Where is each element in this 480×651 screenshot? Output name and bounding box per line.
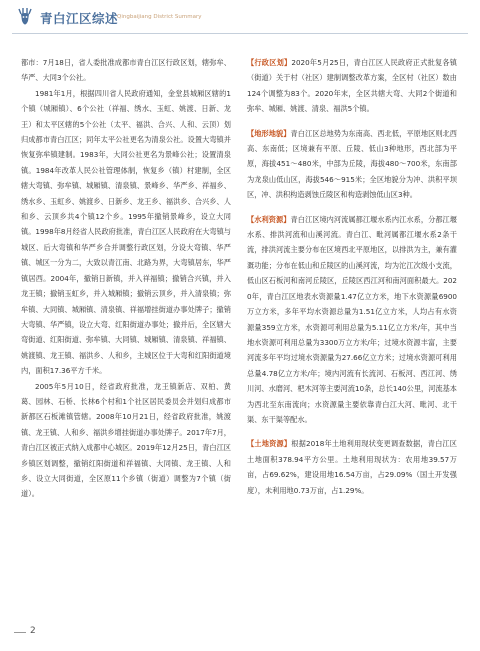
left-column <box>21 55 231 502</box>
body-paragraph: 都市：7月18日，省人委批准成都市青白江区行政区划，辖弥牟、华严、大同3个公社。 <box>21 58 231 83</box>
page-title: 青白江区综述 <box>40 11 119 26</box>
body-paragraph: 2005年5月10日，经省政府批准，龙王镇新店、双柏、黄葛、园林、石桥、长林6个村和1个社区居民委员会并划归成都市新都区石板滩镇管辖。2008年10月21日，经省政府批准，姚渡镇、龙王镇、人和乡、福洪乡增挂街道办事处牌子。2017年7月，青白江区被正式纳入成都中心城区。2019年12月25日，青白江区乡镇区划调整，撤销红阳街道和祥福镇、大同镇、龙王镇、人和乡、设立大同街道，全区原11个乡镇（街道）调整为7个镇（街道）。 <box>21 381 231 499</box>
section-tag: 【行政区划】 <box>247 58 292 67</box>
section-tag: 【地形地貌】 <box>247 128 291 138</box>
section-land-resources <box>247 436 457 498</box>
section-tag: 【土地资源】 <box>247 439 292 449</box>
section-water-resources <box>247 212 457 428</box>
section-text: 青白江区总地势为东南高、西北低，平原地区则北西高、东南低；区境兼有平原、丘陵、低山3种地形，西北部为平原，海拔451～480米，中部为丘陵，海拔480～700米，东南部为龙泉山低山区，海拔546～915米；全区地貌分为冲、洪积平坝区，冲、洪积构造剥蚀丘陵区和构造剥蚀低山区3种。 <box>247 128 457 200</box>
section-tag: 【水利资源】 <box>247 214 291 224</box>
body-paragraph: 1981年1月，根据四川省人民政府通知，金堂县城厢区辖的1个镇（城厢镇）、6个公社（祥福、绣水、玉虹、姚渡、日新、龙王）和太平区辖的5个公社（太平、福洪、合兴、人和、云顶）划归成都市青白江区；同年太平公社更名为清泉公社。设置大弯镇并恢复弥牟镇建制。1983年，大同公社更名为景峰公社；设置清泉镇。1984年改革人民公社管理体制，恢复乡（镇）村建制，全区辖大弯镇、弥牟镇、城厢镇、清泉镇、景峰乡、华严乡、祥福乡、绣水乡、玉虹乡、姚渡乡、日新乡、龙王乡、福洪乡、合兴乡、人和乡、云顶乡共4个镇12个乡。1995年撤销景峰乡，设立大同镇。1998年8月经省人民政府批准，青白江区人民政府在大弯镇与城区、后大弯镇和华严乡合并调整行政区划，分设大弯镇、华严镇、城区一分为二，大致以青江南、北路为界，大弯镇居东，华严镇居西。2004年，撤销日新镇，并入祥福镇；撤销合兴镇，并入龙王镇；撤销玉虹乡，并入城厢镇；撤销云顶乡，并入清泉镇；弥牟镇、大同镇、城厢镇、清泉镇、祥福增挂街道办事处牌子；撤销大弯镇、华严镇，设立大弯、红阳街道办事处；撤并后，全区辖大弯街道、红阳街道、弥牟镇、大同镇、城厢镇、清泉镇、祥福镇、姚渡镇、龙王镇、福洪乡、人和乡，主城区位于大弯和红阳街道境内，面积17.36平方千米。 <box>21 88 231 376</box>
section-text: 根据2018年土地利用现状变更调查数据，青白江区土地面积378.94平方公里。土地利用现状为：农用地39.57万亩，占69.62%，建设用地16.54万亩，占29.09%（国土开发强度），未利用地0.73万亩，占1.29%。 <box>247 439 457 495</box>
page-number: 2 <box>30 626 36 636</box>
right-column <box>247 55 457 507</box>
deer-head-emblem-icon <box>14 6 36 30</box>
header-divider <box>12 33 468 34</box>
section-topography <box>247 126 457 203</box>
page-number-rule <box>14 632 26 633</box>
page-subtitle: Qingbaijiang District Summary <box>117 14 202 20</box>
page-header <box>0 0 480 36</box>
section-text: 2020年5月25日，青白江区人民政府正式批复各镇（街道）关于村（社区）建制调整改革方案，全区村（社区）数由124个调整为83个。2020年末，全区共辖大弯、大同2个街道和弥牟、城厢、姚渡、清泉、福洪5个镇。 <box>247 58 457 114</box>
section-administrative-division <box>247 55 457 117</box>
section-text: 青白江区境内河流属都江堰水系内江水系，分都江堰水系、排洪河流和山溪河流。青白江、毗河属都江堰水系2条干流，排洪河流主要分布在区境西北平原地区，以排洪为主，兼有灌溉功能；分布在低山和丘陵区的山溪河流，均为沱江次级小支流，低山区石板河和南河丘陵区，丘陵区西江河和南河面积最大。2020年，青白江区地表水资源量1.47亿立方米，地下水资源量6900万立方米，多年平均水资源总量为1.51亿立方米，人均占有水资源量359立方米，水资源可利用总量为5.11亿立方米/年，其中当地水资源可利用总量为3300万立方米/年；过境水资源丰富，主要河流多年平均过境水资源量为27.66亿立方米；过境水资源可利用总量4.78亿立方米/年；境内河流有长流河、石板河、西江河、绣川河、水磨河、杷木河等主要河流10条，总长140公里，河流基本为西北至东南流向；水资源量主要依靠青白江大河、毗河、北干渠、东干渠等配水。 <box>247 214 457 424</box>
